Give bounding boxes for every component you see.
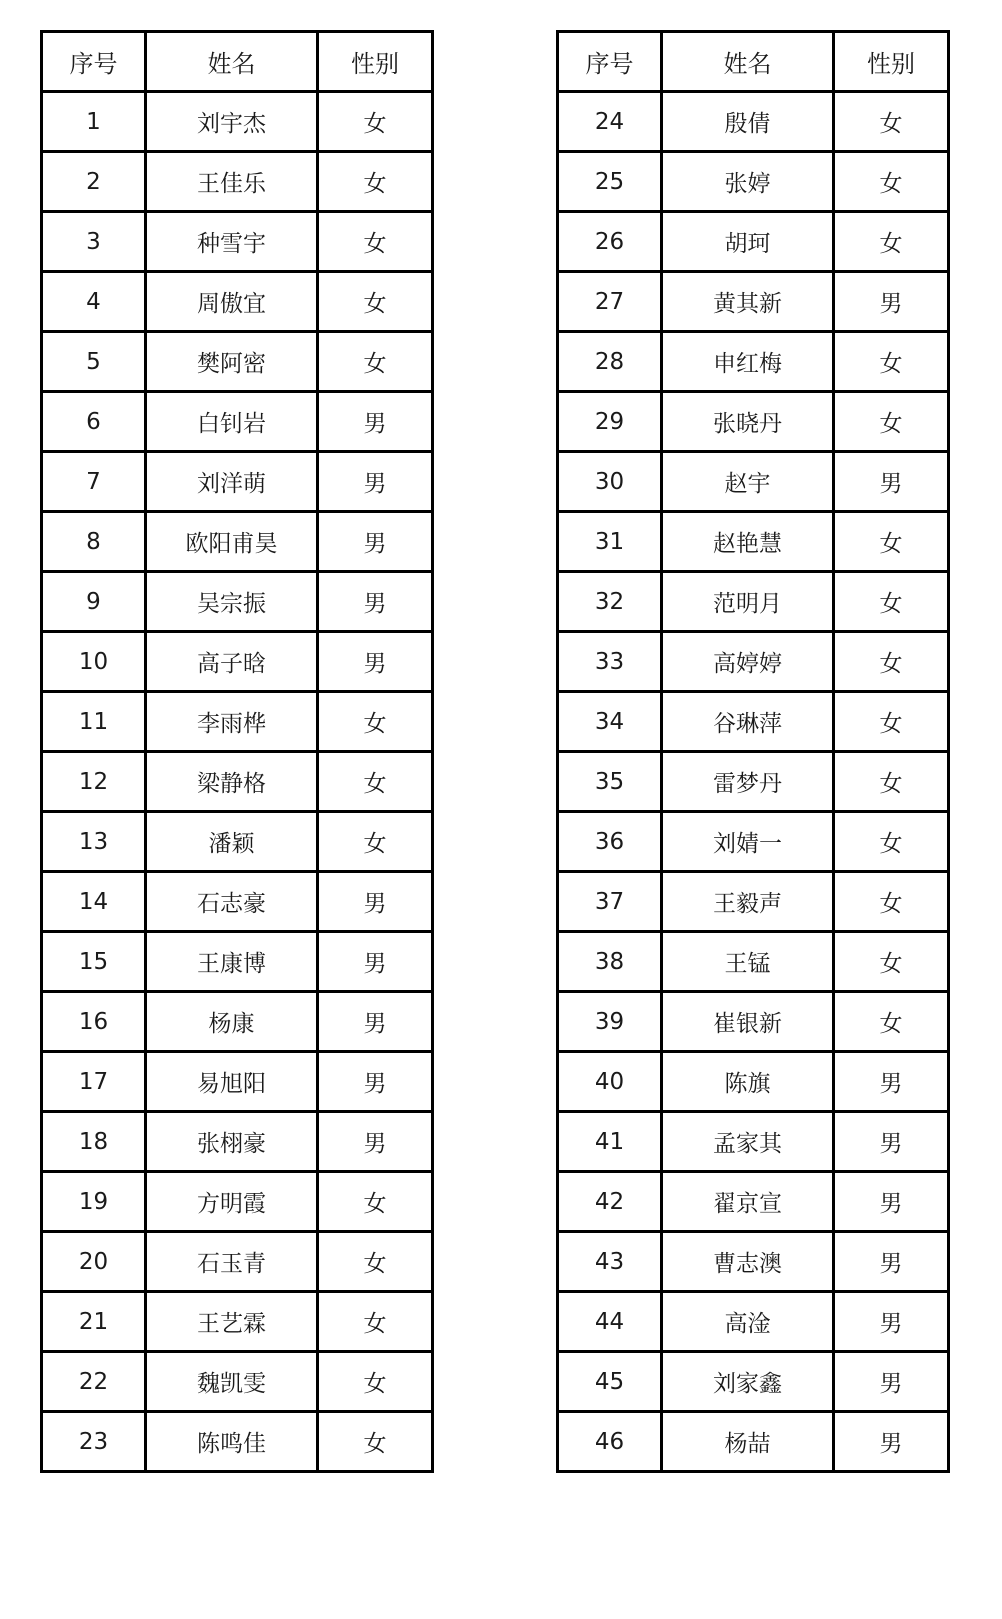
table-row xyxy=(558,212,949,272)
seq-cell: 3 xyxy=(42,212,146,272)
seq-cell: 26 xyxy=(558,212,662,272)
name-cell: 王锰 xyxy=(662,932,834,992)
name-cell: 曹志澳 xyxy=(662,1232,834,1292)
seq-cell: 45 xyxy=(558,1352,662,1412)
gender-cell: 女 xyxy=(318,1232,433,1292)
seq-cell: 17 xyxy=(42,1052,146,1112)
name-cell: 刘家鑫 xyxy=(662,1352,834,1412)
table-row xyxy=(42,512,433,572)
name-cell: 孟家其 xyxy=(662,1112,834,1172)
table-row xyxy=(558,1352,949,1412)
seq-cell: 27 xyxy=(558,272,662,332)
name-cell: 陈鸣佳 xyxy=(146,1412,318,1472)
gender-cell: 男 xyxy=(318,512,433,572)
table-row xyxy=(558,992,949,1052)
gender-cell: 女 xyxy=(318,272,433,332)
table-row xyxy=(42,872,433,932)
seq-cell: 6 xyxy=(42,392,146,452)
seq-cell: 9 xyxy=(42,572,146,632)
name-cell: 种雪宇 xyxy=(146,212,318,272)
seq-cell: 10 xyxy=(42,632,146,692)
table-row xyxy=(558,392,949,452)
table-row xyxy=(42,1172,433,1232)
seq-cell: 13 xyxy=(42,812,146,872)
seq-cell: 14 xyxy=(42,872,146,932)
name-cell: 易旭阳 xyxy=(146,1052,318,1112)
seq-cell: 28 xyxy=(558,332,662,392)
gender-cell: 女 xyxy=(318,1292,433,1352)
gender-cell: 女 xyxy=(834,752,949,812)
name-cell: 赵宇 xyxy=(662,452,834,512)
table-row xyxy=(42,692,433,752)
seq-cell: 40 xyxy=(558,1052,662,1112)
gender-cell: 男 xyxy=(318,572,433,632)
gender-cell: 女 xyxy=(834,332,949,392)
gender-cell: 女 xyxy=(318,332,433,392)
name-cell: 殷倩 xyxy=(662,92,834,152)
name-cell: 梁静格 xyxy=(146,752,318,812)
table-row xyxy=(558,272,949,332)
name-cell: 申红梅 xyxy=(662,332,834,392)
seq-cell: 36 xyxy=(558,812,662,872)
table-row xyxy=(558,572,949,632)
seq-cell: 34 xyxy=(558,692,662,752)
name-cell: 陈旗 xyxy=(662,1052,834,1112)
name-cell: 张栩豪 xyxy=(146,1112,318,1172)
gender-cell: 女 xyxy=(834,932,949,992)
gender-cell: 男 xyxy=(834,1232,949,1292)
gender-cell: 女 xyxy=(834,152,949,212)
table-row xyxy=(42,932,433,992)
roster-body-left xyxy=(42,92,433,1472)
header-gender: 性别 xyxy=(834,32,949,92)
gender-cell: 女 xyxy=(834,992,949,1052)
seq-cell: 19 xyxy=(42,1172,146,1232)
name-cell: 魏凯雯 xyxy=(146,1352,318,1412)
seq-cell: 21 xyxy=(42,1292,146,1352)
header-gender: 性别 xyxy=(318,32,433,92)
seq-cell: 22 xyxy=(42,1352,146,1412)
roster-table-left xyxy=(40,30,434,1473)
seq-cell: 5 xyxy=(42,332,146,392)
name-cell: 杨康 xyxy=(146,992,318,1052)
gender-cell: 女 xyxy=(318,92,433,152)
name-cell: 张婷 xyxy=(662,152,834,212)
name-cell: 赵艳慧 xyxy=(662,512,834,572)
gender-cell: 女 xyxy=(318,1172,433,1232)
table-row xyxy=(558,872,949,932)
seq-cell: 41 xyxy=(558,1112,662,1172)
name-cell: 胡珂 xyxy=(662,212,834,272)
table-row xyxy=(558,812,949,872)
name-cell: 黄其新 xyxy=(662,272,834,332)
gender-cell: 女 xyxy=(834,392,949,452)
name-cell: 高子晗 xyxy=(146,632,318,692)
table-row xyxy=(42,1292,433,1352)
gender-cell: 男 xyxy=(834,1412,949,1472)
seq-cell: 42 xyxy=(558,1172,662,1232)
seq-cell: 8 xyxy=(42,512,146,572)
gender-cell: 男 xyxy=(318,452,433,512)
table-row xyxy=(558,692,949,752)
header-name: 姓名 xyxy=(662,32,834,92)
table-row xyxy=(558,452,949,512)
gender-cell: 男 xyxy=(318,992,433,1052)
name-cell: 欧阳甫昊 xyxy=(146,512,318,572)
gender-cell: 男 xyxy=(834,1112,949,1172)
table-row xyxy=(558,92,949,152)
table-row xyxy=(42,812,433,872)
name-cell: 王毅声 xyxy=(662,872,834,932)
table-row xyxy=(558,512,949,572)
seq-cell: 1 xyxy=(42,92,146,152)
seq-cell: 33 xyxy=(558,632,662,692)
name-cell: 樊阿密 xyxy=(146,332,318,392)
header-seq: 序号 xyxy=(42,32,146,92)
seq-cell: 18 xyxy=(42,1112,146,1172)
table-row xyxy=(42,1352,433,1412)
seq-cell: 16 xyxy=(42,992,146,1052)
seq-cell: 44 xyxy=(558,1292,662,1352)
gender-cell: 女 xyxy=(834,512,949,572)
seq-cell: 15 xyxy=(42,932,146,992)
name-cell: 李雨桦 xyxy=(146,692,318,752)
gender-cell: 女 xyxy=(318,812,433,872)
seq-cell: 31 xyxy=(558,512,662,572)
table-row xyxy=(42,752,433,812)
table-row xyxy=(42,212,433,272)
seq-cell: 46 xyxy=(558,1412,662,1472)
seq-cell: 4 xyxy=(42,272,146,332)
name-cell: 潘颖 xyxy=(146,812,318,872)
table-row xyxy=(42,992,433,1052)
name-cell: 杨喆 xyxy=(662,1412,834,1472)
name-cell: 石志豪 xyxy=(146,872,318,932)
name-cell: 高淦 xyxy=(662,1292,834,1352)
table-row xyxy=(558,1172,949,1232)
name-cell: 刘洋萌 xyxy=(146,452,318,512)
header-row xyxy=(42,32,433,92)
name-cell: 刘婧一 xyxy=(662,812,834,872)
seq-cell: 43 xyxy=(558,1232,662,1292)
name-cell: 王佳乐 xyxy=(146,152,318,212)
gender-cell: 女 xyxy=(318,1352,433,1412)
name-cell: 翟京宣 xyxy=(662,1172,834,1232)
table-row xyxy=(42,272,433,332)
seq-cell: 38 xyxy=(558,932,662,992)
name-cell: 方明霞 xyxy=(146,1172,318,1232)
table-row xyxy=(42,92,433,152)
gender-cell: 女 xyxy=(318,1412,433,1472)
gender-cell: 男 xyxy=(318,1112,433,1172)
seq-cell: 2 xyxy=(42,152,146,212)
seq-cell: 7 xyxy=(42,452,146,512)
seq-cell: 11 xyxy=(42,692,146,752)
seq-cell: 24 xyxy=(558,92,662,152)
table-row xyxy=(42,572,433,632)
gender-cell: 男 xyxy=(318,392,433,452)
gender-cell: 男 xyxy=(834,1172,949,1232)
gender-cell: 女 xyxy=(834,872,949,932)
seq-cell: 32 xyxy=(558,572,662,632)
seq-cell: 37 xyxy=(558,872,662,932)
gender-cell: 女 xyxy=(318,152,433,212)
table-row xyxy=(42,152,433,212)
seq-cell: 12 xyxy=(42,752,146,812)
table-row xyxy=(42,1112,433,1172)
name-cell: 王艺霖 xyxy=(146,1292,318,1352)
table-row xyxy=(558,752,949,812)
gender-cell: 男 xyxy=(834,1352,949,1412)
seq-cell: 25 xyxy=(558,152,662,212)
gender-cell: 男 xyxy=(834,452,949,512)
table-row xyxy=(558,152,949,212)
name-cell: 石玉青 xyxy=(146,1232,318,1292)
name-cell: 崔银新 xyxy=(662,992,834,1052)
table-row xyxy=(558,1292,949,1352)
gender-cell: 男 xyxy=(318,1052,433,1112)
gender-cell: 女 xyxy=(318,212,433,272)
table-row xyxy=(42,392,433,452)
seq-cell: 30 xyxy=(558,452,662,512)
gender-cell: 女 xyxy=(834,812,949,872)
table-row xyxy=(558,1232,949,1292)
gender-cell: 女 xyxy=(834,632,949,692)
gender-cell: 女 xyxy=(834,572,949,632)
gender-cell: 男 xyxy=(318,872,433,932)
gender-cell: 男 xyxy=(834,1292,949,1352)
table-row xyxy=(558,1412,949,1472)
seq-cell: 39 xyxy=(558,992,662,1052)
table-row xyxy=(558,632,949,692)
table-row xyxy=(558,1112,949,1172)
name-cell: 白钊岩 xyxy=(146,392,318,452)
header-seq: 序号 xyxy=(558,32,662,92)
table-row xyxy=(42,1052,433,1112)
table-row xyxy=(558,932,949,992)
name-cell: 谷琳萍 xyxy=(662,692,834,752)
table-row xyxy=(42,452,433,512)
gender-cell: 男 xyxy=(318,932,433,992)
table-row xyxy=(42,632,433,692)
name-cell: 吴宗振 xyxy=(146,572,318,632)
gender-cell: 女 xyxy=(834,212,949,272)
gender-cell: 男 xyxy=(834,1052,949,1112)
seq-cell: 35 xyxy=(558,752,662,812)
gender-cell: 女 xyxy=(318,752,433,812)
gender-cell: 男 xyxy=(318,632,433,692)
gender-cell: 女 xyxy=(318,692,433,752)
table-row xyxy=(558,332,949,392)
roster-table-right xyxy=(556,30,950,1473)
roster-body-right xyxy=(558,92,949,1472)
name-cell: 王康博 xyxy=(146,932,318,992)
header-name: 姓名 xyxy=(146,32,318,92)
seq-cell: 29 xyxy=(558,392,662,452)
name-cell: 周傲宜 xyxy=(146,272,318,332)
gender-cell: 女 xyxy=(834,692,949,752)
name-cell: 高婷婷 xyxy=(662,632,834,692)
name-cell: 张晓丹 xyxy=(662,392,834,452)
gender-cell: 男 xyxy=(834,272,949,332)
gender-cell: 女 xyxy=(834,92,949,152)
header-row xyxy=(558,32,949,92)
seq-cell: 20 xyxy=(42,1232,146,1292)
seq-cell: 23 xyxy=(42,1412,146,1472)
name-cell: 雷梦丹 xyxy=(662,752,834,812)
table-row xyxy=(42,1232,433,1292)
name-cell: 刘宇杰 xyxy=(146,92,318,152)
table-row xyxy=(558,1052,949,1112)
table-row xyxy=(42,332,433,392)
name-cell: 范明月 xyxy=(662,572,834,632)
table-row xyxy=(42,1412,433,1472)
